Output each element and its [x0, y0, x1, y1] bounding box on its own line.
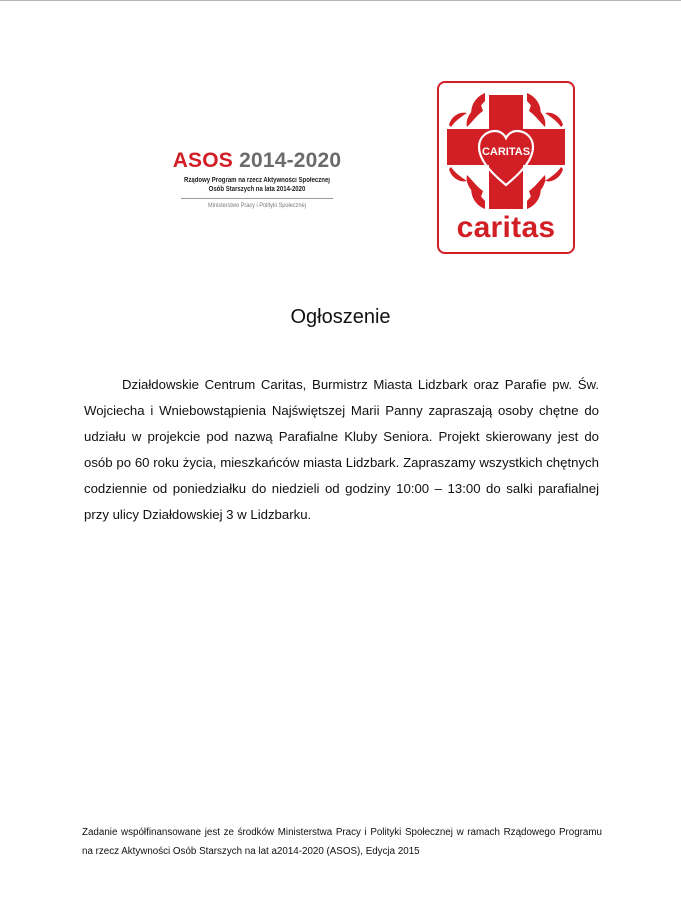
asos-word: ASOS	[172, 149, 234, 172]
asos-divider	[181, 198, 333, 199]
asos-subtitle	[184, 177, 330, 194]
page-top-border	[0, 0, 681, 1]
page-title: Ogłoszenie	[290, 306, 391, 328]
asos-subtitle-line2: Osób Starszych na lata 2014-2020	[208, 185, 306, 193]
caritas-emblem-text: CARITAS	[481, 146, 531, 158]
asos-years: 2014-2020	[239, 149, 342, 172]
caritas-logo	[437, 81, 575, 254]
caritas-wordmark: caritas	[456, 211, 556, 244]
asos-title	[172, 150, 342, 172]
caritas-cross-emblem-icon	[445, 89, 567, 213]
asos-ministry: Ministerstwo Pracy i Polityki Społecznej	[208, 202, 306, 209]
asos-subtitle-line1: Rządowy Program na rzecz Aktywności Społecznej	[184, 177, 330, 184]
funding-footer: Zadanie współfinansowane jest ze środków Ministerstwa Pracy i Polityki Społecznej w ramach Rządowego Programu na rzecz Aktywności Osób Starszych na lat a2014-2020 (ASOS), Edycja 2015	[82, 827, 602, 857]
announcement-body: Działdowskie Centrum Caritas, Burmistrz Miasta Lidzbark oraz Parafie pw. Św. Wojciecha i Wniebowstąpienia Najświętszej Marii Panny zapraszają osoby chętne do udziału w projekcie pod nazwą Parafialne Kluby Seniora. Projekt skierowany jest do osób po 60 roku życia, mieszkańców miasta Lidzbark. Zapraszamy wszystkich chętnych codziennie od poniedziałku do niedzieli od godziny 10:00 – 13:00 do salki parafialnej przy ulicy Działdowskiej 3 w Lidzbarku.	[84, 377, 599, 522]
asos-logo	[172, 150, 342, 210]
